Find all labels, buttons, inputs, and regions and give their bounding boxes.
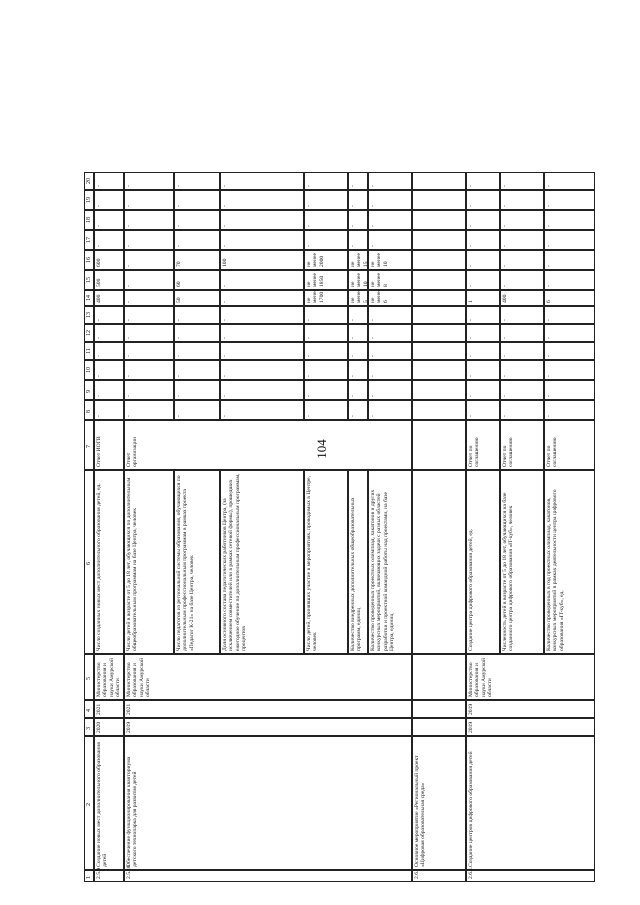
indicator-value: - [546,415,552,417]
header-number: 19 [86,197,92,203]
indicator-value: - [126,285,132,287]
row-cell [412,700,466,718]
indicator-value: - [370,375,376,377]
indicator-value: - [350,415,356,417]
indicator-value: - [176,319,182,321]
row-cell [466,718,595,736]
header-cell [84,736,94,870]
row-name: Основное мероприятие «Региональный проект «Цифровая образовательная среда» [414,755,427,867]
indicator-value: - [126,375,132,377]
header-cell [84,270,94,290]
row-cell [412,420,466,470]
indicator-value: не менее 10 [370,253,389,267]
indicator-text: Создание центра цифрового образования детей, ед. [468,528,474,651]
header-number: 7 [86,445,92,448]
indicator-value: - [350,245,356,247]
indicator-value: - [468,265,474,267]
indicator-text: Доля основного состава педагогических работников Центра, (за исключением совместителей или в рамках сетевой формы), прошедших ежегодное обучение по дополнительным профессиональным программам, процентов [222,473,248,651]
header-number: 6 [86,562,92,565]
row-value: - [96,245,102,247]
value-cell [220,400,304,420]
header-cell [84,172,94,190]
indicator-value: - [126,415,132,417]
header-number: 5 [86,677,92,680]
indicator-text: Число детей в возрасте от 5 до 18 лет, обучающихся по дополнительным общеобразовательным программам на базе Центра, человек [126,477,139,651]
row-value: - [96,319,102,321]
indicator-value: - [468,355,474,357]
header-cell [84,190,94,210]
row-cell [412,190,466,210]
value-cell [220,172,304,190]
header-cell [84,420,94,470]
indicator-value: - [502,355,508,357]
indicator-value: - [546,319,552,321]
row-value: - [96,395,102,397]
indicator-value: - [126,355,132,357]
header-number: 20 [86,178,92,184]
indicator-text: Количество проведенных проектных олимпиад, хакатонов и других конкурсных мероприятий, включающих задачи с разных областей разработки и проектной командной работы над проектами, на базе Центра, единиц [370,489,396,651]
row-id: 2.6. [414,870,420,879]
indicator-value: - [222,205,228,207]
value-cell [220,290,304,306]
header-cell [84,306,94,324]
page-number: 104 [313,439,329,459]
indicator-value: - [370,185,376,187]
indicator-value: 400 [502,294,508,303]
indicator-value: - [468,205,474,207]
indicator-value: не менее 6 [370,289,389,303]
indicator-value: не менее 2000 [306,253,325,267]
indicator-value: - [350,225,356,227]
row-cell [412,360,466,380]
indicator-value: - [306,245,312,247]
header-cell [84,324,94,342]
row-cell [124,718,412,736]
indicator-value: - [370,337,376,339]
row-cell [124,865,412,882]
indicator-value: - [468,395,474,397]
row-cell [412,210,466,230]
indicator-value: - [126,301,132,303]
row-year-start: 2019 [468,721,474,733]
indicator-value: - [176,337,182,339]
indicator-value: - [306,415,312,417]
indicator-value: - [222,395,228,397]
indicator-value: - [306,375,312,377]
header-number: 16 [86,257,92,263]
indicator-value: - [306,355,312,357]
row-cell [412,230,466,250]
value-cell [220,190,304,210]
row-cell [466,700,595,718]
row-year-end: 2019 [468,703,474,715]
indicator-value: - [222,285,228,287]
row-cell [412,380,466,400]
indicator-value: - [370,319,376,321]
value-cell [220,380,304,400]
indicator-value: - [222,355,228,357]
indicator-value: 70 [176,261,182,267]
indicator-value: - [126,265,132,267]
indicator-value: - [306,395,312,397]
header-number: 11 [86,348,92,354]
indicator-value: - [546,395,552,397]
indicator-value: - [126,185,132,187]
row-value: - [96,337,102,339]
indicator-value: - [546,285,552,287]
value-cell [220,360,304,380]
indicator-value: - [468,225,474,227]
header-cell [84,470,94,654]
indicator-value: - [370,245,376,247]
header-cell [84,700,94,718]
indicator-value: - [176,185,182,187]
value-cell [220,250,304,270]
header-cell [84,400,94,420]
header-number: 9 [86,390,92,393]
indicator-value: - [502,337,508,339]
indicator-value: - [350,355,356,357]
header-cell [84,718,94,736]
indicator-value: - [370,225,376,227]
indicator-value: - [176,375,182,377]
row-cell [412,718,466,736]
row-year-start: 2019 [126,721,132,733]
indicator-text: Число педагогов из региональной системы образования, обучающихся по дополнительным профессиональным программам в рамках проекта «Педагог К-21» на базе Центра, человек [176,475,195,651]
indicator-value: - [222,301,228,303]
header-cell [84,360,94,380]
indicator-value: - [306,319,312,321]
indicator-value: - [468,337,474,339]
indicator-value: - [468,375,474,377]
indicator-value: - [126,205,132,207]
indicator-source: Отчет по соглашению [546,437,559,467]
row-cell [124,736,412,870]
value-cell [220,270,304,290]
header-cell [84,290,94,306]
indicator-value: - [350,205,356,207]
indicator-value: - [502,285,508,287]
indicator-value: - [370,415,376,417]
indicator-value: - [502,265,508,267]
indicator-value: не менее 1700 [306,289,325,303]
indicator-value: - [502,225,508,227]
header-cell [84,654,94,700]
indicator-value: - [222,415,228,417]
header-number: 17 [86,237,92,243]
indicator-value: - [306,337,312,339]
indicator-value: - [222,225,228,227]
row-value: - [96,375,102,377]
indicator-value: - [126,337,132,339]
indicator-value: - [222,319,228,321]
row-cell [412,270,466,290]
indicator-value: - [546,265,552,267]
indicator-value: - [222,337,228,339]
row-value: 400 [96,294,102,303]
header-number: 15 [86,277,92,283]
row-id: 2.5.10 [126,865,132,879]
row-id: 2.6.1. [468,866,474,879]
indicator-value: - [468,319,474,321]
row-name: Создание центров цифрового образования детей [468,751,474,867]
header-number: 3 [86,727,92,730]
row-executor: Министерство образования и науки Амурской области [468,658,494,697]
header-cell [84,250,94,270]
row-cell [412,324,466,342]
indicator-value: - [468,415,474,417]
row-cell [124,654,412,700]
header-number: 14 [86,295,92,301]
row-cell [412,470,466,654]
row-cell [124,700,412,718]
row-source: Отчет организации [126,436,139,467]
row-cell [412,306,466,324]
row-value: - [96,205,102,207]
indicator-value: - [222,375,228,377]
indicator-value: - [306,225,312,227]
value-cell [220,210,304,230]
indicator-value: не менее 5 [350,289,369,303]
header-number: 4 [86,709,92,712]
indicator-value: - [126,319,132,321]
row-cell [412,400,466,420]
header-number: 8 [86,410,92,413]
indicator-text: Число детей, принявших участие в мероприятиях, проводимых в Центре, человек [306,475,319,651]
row-year-start: 2020 [96,721,102,733]
indicator-value: не менее 10 [350,273,369,287]
row-cell [412,290,466,306]
indicator-value: - [468,285,474,287]
indicator-value: - [222,185,228,187]
indicator-value: - [176,355,182,357]
indicator-source: Отчет по соглашению [502,437,515,467]
row-cell [124,420,412,470]
indicator-value: - [370,395,376,397]
value-cell [220,230,304,250]
indicator-value: 100 [222,258,228,267]
row-year-end: 2021 [96,703,102,715]
indicator-value: - [176,225,182,227]
row-name: Обеспечение функционирования кванториума детского технопарка для развития детей [126,756,139,867]
indicator-value: - [126,225,132,227]
indicator-value: - [468,185,474,187]
indicator-value: - [176,415,182,417]
header-number: 2 [86,803,92,806]
indicator-value: не менее 1850 [306,273,325,287]
row-executor: Министерство образования и науки Амурской области [96,658,122,697]
indicator-value: - [546,205,552,207]
row-executor: Министерство образования и науки Амурской области [126,658,152,697]
indicator-value: - [176,395,182,397]
indicator-text: Количество внедренных дополнительных общеобразовательных программ, единиц [350,497,363,651]
indicator-value: не менее 8 [370,273,389,287]
header-number: 10 [86,367,92,373]
indicator-value: - [546,225,552,227]
header-cell [84,210,94,230]
indicator-value: - [502,375,508,377]
header-number: 13 [86,312,92,318]
indicator-value: - [306,205,312,207]
row-cell [412,342,466,360]
indicator-value: - [350,337,356,339]
row-source: Отчет ИОГВ [96,436,102,467]
indicator-text: Численность детей в возрасте от 5 до 18 лет, обучающихся на базе созданного центра цифрового образования «IT-куб», человек [502,492,515,651]
indicator-value: не менее 15 [350,253,369,267]
indicator-value: 6 [546,300,552,303]
row-value: - [96,355,102,357]
indicator-value: 1 [468,300,474,303]
indicator-value: - [468,245,474,247]
value-cell [220,324,304,342]
indicator-value: - [350,395,356,397]
value-cell [220,306,304,324]
row-value: - [96,225,102,227]
row-name: Создание новых мест дополнительного образования детей [96,742,109,867]
indicator-value: - [370,355,376,357]
value-cell [220,342,304,360]
row-cell [466,736,595,870]
row-id: 2.5.9 [96,867,102,879]
indicator-text: Количество проведенных в год проектных олимпиад, хакатонов, конкурсных мероприятий в рамках деятельности центра цифрового образования «IT-куб», ед. [546,489,565,651]
indicator-value: - [502,245,508,247]
header-number: 18 [86,217,92,223]
indicator-value: - [546,245,552,247]
row-cell [412,172,466,190]
header-cell [84,870,94,882]
row-cell [412,250,466,270]
row-cell [412,654,466,700]
indicator-value: - [502,395,508,397]
indicator-value: 60 [176,281,182,287]
indicator-value: 50 [176,297,182,303]
row-value: - [96,185,102,187]
indicator-value: - [222,245,228,247]
row-value: 500 [96,278,102,287]
indicator-value: - [502,319,508,321]
header-number: 12 [86,330,92,336]
indicator-value: - [126,245,132,247]
indicator-value: - [546,375,552,377]
indicator-value: - [350,319,356,321]
indicator-value: - [350,375,356,377]
indicator-value: - [176,205,182,207]
indicator-value: - [546,185,552,187]
header-number: 1 [86,876,92,879]
row-indicator: Число созданных новых мест дополнительного образования детей, ед. [96,483,102,651]
header-cell [84,380,94,400]
indicator-value: - [502,415,508,417]
row-year-end: 2021 [126,703,132,715]
header-cell [84,230,94,250]
indicator-value: - [502,185,508,187]
indicator-value: - [370,205,376,207]
indicator-value: - [306,185,312,187]
header-cell [84,342,94,360]
indicator-value: - [546,355,552,357]
indicator-value: - [126,395,132,397]
row-cell [466,866,595,882]
row-value: - [96,415,102,417]
row-value: 600 [96,258,102,267]
indicator-value: - [176,245,182,247]
indicator-value: - [350,185,356,187]
indicator-value: - [546,337,552,339]
indicator-value: - [502,205,508,207]
indicator-source: Отчет по соглашению [468,437,481,467]
